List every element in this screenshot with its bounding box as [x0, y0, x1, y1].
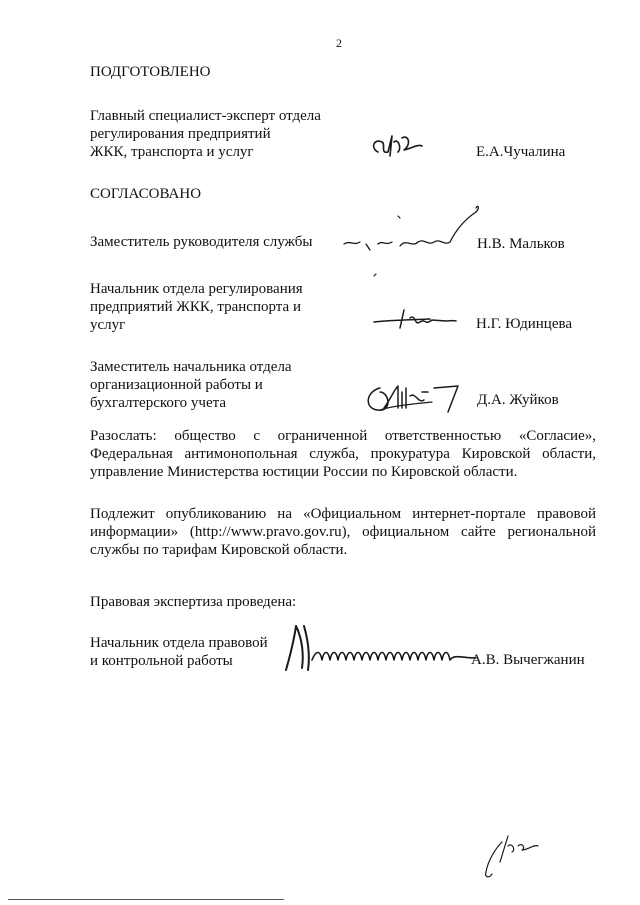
position-line: организационной работы и [90, 377, 263, 393]
legal-review-position [90, 634, 268, 670]
signature-yudintseva [370, 304, 460, 334]
position-line: регулирования предприятий [90, 126, 271, 142]
position-line: Главный специалист-эксперт отдела [90, 108, 321, 124]
legal-review-heading: Правовая экспертиза проведена: [90, 594, 297, 610]
position-line: услуг [90, 317, 126, 333]
agreed-position-2 [90, 358, 292, 412]
position-line: Начальник отдела регулирования [90, 281, 303, 297]
agreed-heading: СОГЛАСОВАНО [90, 186, 202, 202]
prepared-name: Е.А.Чучалина [476, 144, 566, 160]
initials-mark [478, 832, 548, 882]
signature-malkov [340, 200, 490, 280]
position-line: и контрольной работы [90, 653, 233, 669]
position-line: ЖКК, транспорта и услуг [90, 144, 254, 160]
legal-review-name: А.В. Вычегжанин [471, 652, 585, 668]
position-line: предприятий ЖКК, транспорта и [90, 299, 301, 315]
position-line: бухгалтерского учета [90, 395, 227, 411]
prepared-position [90, 107, 321, 161]
prepared-heading: ПОДГОТОВЛЕНО [90, 64, 211, 80]
agreed-name-1: Н.Г. Юдинцева [476, 316, 573, 332]
publication-paragraph: Подлежит опубликованию на «Официальном интернет-портале правовой информации» (http://www.pravo.gov.ru), официальном сайте региональной службы по тарифам Кировской области. [90, 506, 596, 558]
bottom-divider [8, 899, 284, 900]
signature-zhuikov [362, 378, 472, 418]
agreed-position-0 [90, 233, 312, 251]
agreed-name-0: Н.В. Мальков [477, 236, 565, 252]
agreed-position-1 [90, 280, 303, 334]
signature-chuchalina [368, 130, 428, 162]
position-line: Заместитель начальника отдела [90, 359, 292, 375]
signature-vychegzhanin [282, 620, 482, 676]
position-line: Начальник отдела правовой [90, 635, 268, 651]
agreed-name-2: Д.А. Жуйков [477, 392, 559, 408]
position-line: Заместитель руководителя службы [90, 234, 313, 250]
distribution-paragraph: Разослать: общество с ограниченной ответственностью «Согласие», Федеральная антимонопольная служба, прокуратура Кировской области, управление Министерства юстиции России по Кировской области. [90, 428, 596, 480]
page-number: 2 [336, 36, 342, 50]
